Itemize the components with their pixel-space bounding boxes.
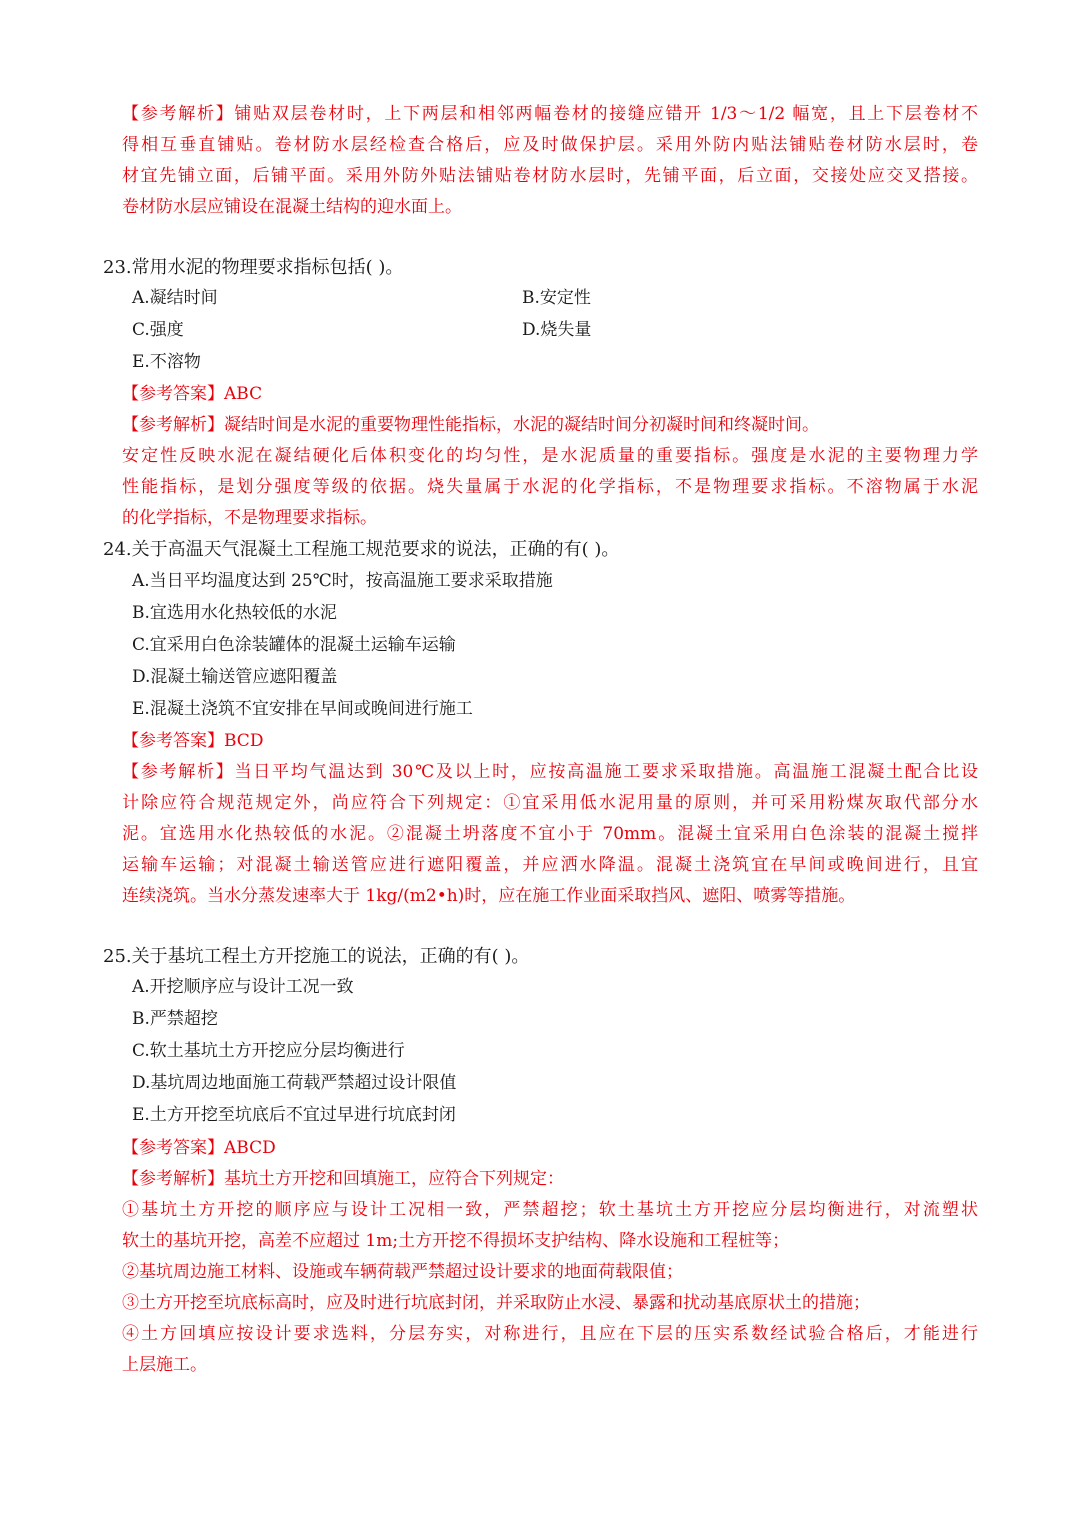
q24-option-a: A.当日平均温度达到 25℃时，按高温施工要求采取措施 bbox=[132, 571, 553, 591]
q25-option-e: E.土方开挖至坑底后不宜过早进行坑底封闭 bbox=[132, 1105, 456, 1125]
q23-option-e: E.不溶物 bbox=[132, 352, 201, 372]
q23-analysis-line-4: 的化学指标，不是物理要求指标。 bbox=[122, 508, 377, 528]
intro-analysis-line-1: 【参考解析】铺贴双层卷材时，上下两层和相邻两幅卷材的接缝应错开 1/3～1/2 幅宽，且上下层卷材不 bbox=[122, 104, 978, 124]
q23-option-b: B.安定性 bbox=[522, 288, 591, 308]
q23-option-d: D.烧失量 bbox=[522, 320, 592, 340]
q25-analysis-line-6: ④土方回填应按设计要求选料，分层夯实，对称进行，且应在下层的压实系数经试验合格后，才能进行 bbox=[122, 1324, 978, 1344]
q24-option-c: C.宜采用白色涂装罐体的混凝土运输车运输 bbox=[132, 635, 456, 655]
q24-option-b: B.宜选用水化热较低的水泥 bbox=[132, 603, 337, 623]
intro-analysis-line-4: 卷材防水层应铺设在混凝土结构的迎水面上。 bbox=[122, 197, 462, 217]
q23-option-c: C.强度 bbox=[132, 320, 184, 340]
q25-analysis-line-5: ③土方开挖至坑底标高时，应及时进行坑底封闭，并采取防止水浸、暴露和扰动基底原状土的措施； bbox=[122, 1293, 870, 1313]
q25-option-d: D.基坑周边地面施工荷载严禁超过设计限值 bbox=[132, 1073, 457, 1093]
q24-option-e: E.混凝土浇筑不宜安排在早间或晚间进行施工 bbox=[132, 699, 473, 719]
q25-question: 25.关于基坑工程土方开挖施工的说法，正确的有( )。 bbox=[103, 946, 530, 967]
q25-analysis-line-2: ①基坑土方开挖的顺序应与设计工况相一致，严禁超挖；软土基坑土方开挖应分层均衡进行，对流塑状 bbox=[122, 1200, 978, 1220]
q25-analysis-line-4: ②基坑周边施工材料、设施或车辆荷载严禁超过设计要求的地面荷载限值； bbox=[122, 1262, 683, 1282]
q24-question: 24.关于高温天气混凝土工程施工规范要求的说法，正确的有( )。 bbox=[103, 539, 620, 560]
q23-analysis-line-3: 性能指标，是划分强度等级的依据。烧失量属于水泥的化学指标，不是物理要求指标。不溶物属于水泥 bbox=[122, 477, 978, 497]
intro-analysis-line-3: 材宜先铺立面，后铺平面。采用外防外贴法铺贴卷材防水层时，先铺平面，后立面，交接处应交叉搭接。 bbox=[122, 166, 978, 186]
q24-analysis-line-4: 运输车运输；对混凝土输送管应进行遮阳覆盖，并应洒水降温。混凝土浇筑宜在早间或晚间进行，且宜 bbox=[122, 855, 978, 875]
q25-answer: 【参考答案】ABCD bbox=[122, 1138, 276, 1158]
q25-analysis-line-1: 【参考解析】基坑土方开挖和回填施工，应符合下列规定： bbox=[122, 1169, 564, 1189]
q25-analysis-line-7: 上层施工。 bbox=[122, 1355, 207, 1375]
q24-option-d: D.混凝土输送管应遮阳覆盖 bbox=[132, 667, 338, 687]
q25-analysis-line-3: 软土的基坑开挖，高差不应超过 1m;土方开挖不得损坏支护结构、降水设施和工程桩等； bbox=[122, 1231, 790, 1251]
intro-analysis-line-2: 得相互垂直铺贴。卷材防水层经检查合格后，应及时做保护层。采用外防内贴法铺贴卷材防水层时，卷 bbox=[122, 135, 978, 155]
q25-option-b: B.严禁超挖 bbox=[132, 1009, 218, 1029]
q23-question: 23.常用水泥的物理要求指标包括( )。 bbox=[103, 257, 404, 278]
q23-option-a: A.凝结时间 bbox=[132, 288, 218, 308]
q23-answer: 【参考答案】ABC bbox=[122, 384, 263, 404]
q25-option-c: C.软土基坑土方开挖应分层均衡进行 bbox=[132, 1041, 405, 1061]
q24-analysis-line-2: 计除应符合规范规定外，尚应符合下列规定：①宜采用低水泥用量的原则，并可采用粉煤灰取代部分水 bbox=[122, 793, 978, 813]
q24-analysis-line-5: 连续浇筑。当水分蒸发速率大于 1kg/(m2•h)时，应在施工作业面采取挡风、遮阳、喷雾等措施。 bbox=[122, 886, 856, 906]
q24-analysis-line-3: 泥。宜选用水化热较低的水泥。②混凝土坍落度不宜小于 70mm。混凝土宜采用白色涂装的混凝土搅拌 bbox=[122, 824, 978, 844]
q24-answer: 【参考答案】BCD bbox=[122, 731, 264, 751]
q23-analysis-line-1: 【参考解析】凝结时间是水泥的重要物理性能指标，水泥的凝结时间分初凝时间和终凝时间。 bbox=[122, 415, 819, 435]
q23-analysis-line-2: 安定性反映水泥在凝结硬化后体积变化的均匀性，是水泥质量的重要指标。强度是水泥的主要物理力学 bbox=[122, 446, 978, 466]
q24-analysis-line-1: 【参考解析】当日平均气温达到 30℃及以上时，应按高温施工要求采取措施。高温施工混凝土配合比设 bbox=[122, 762, 978, 782]
q25-option-a: A.开挖顺序应与设计工况一致 bbox=[132, 977, 354, 997]
